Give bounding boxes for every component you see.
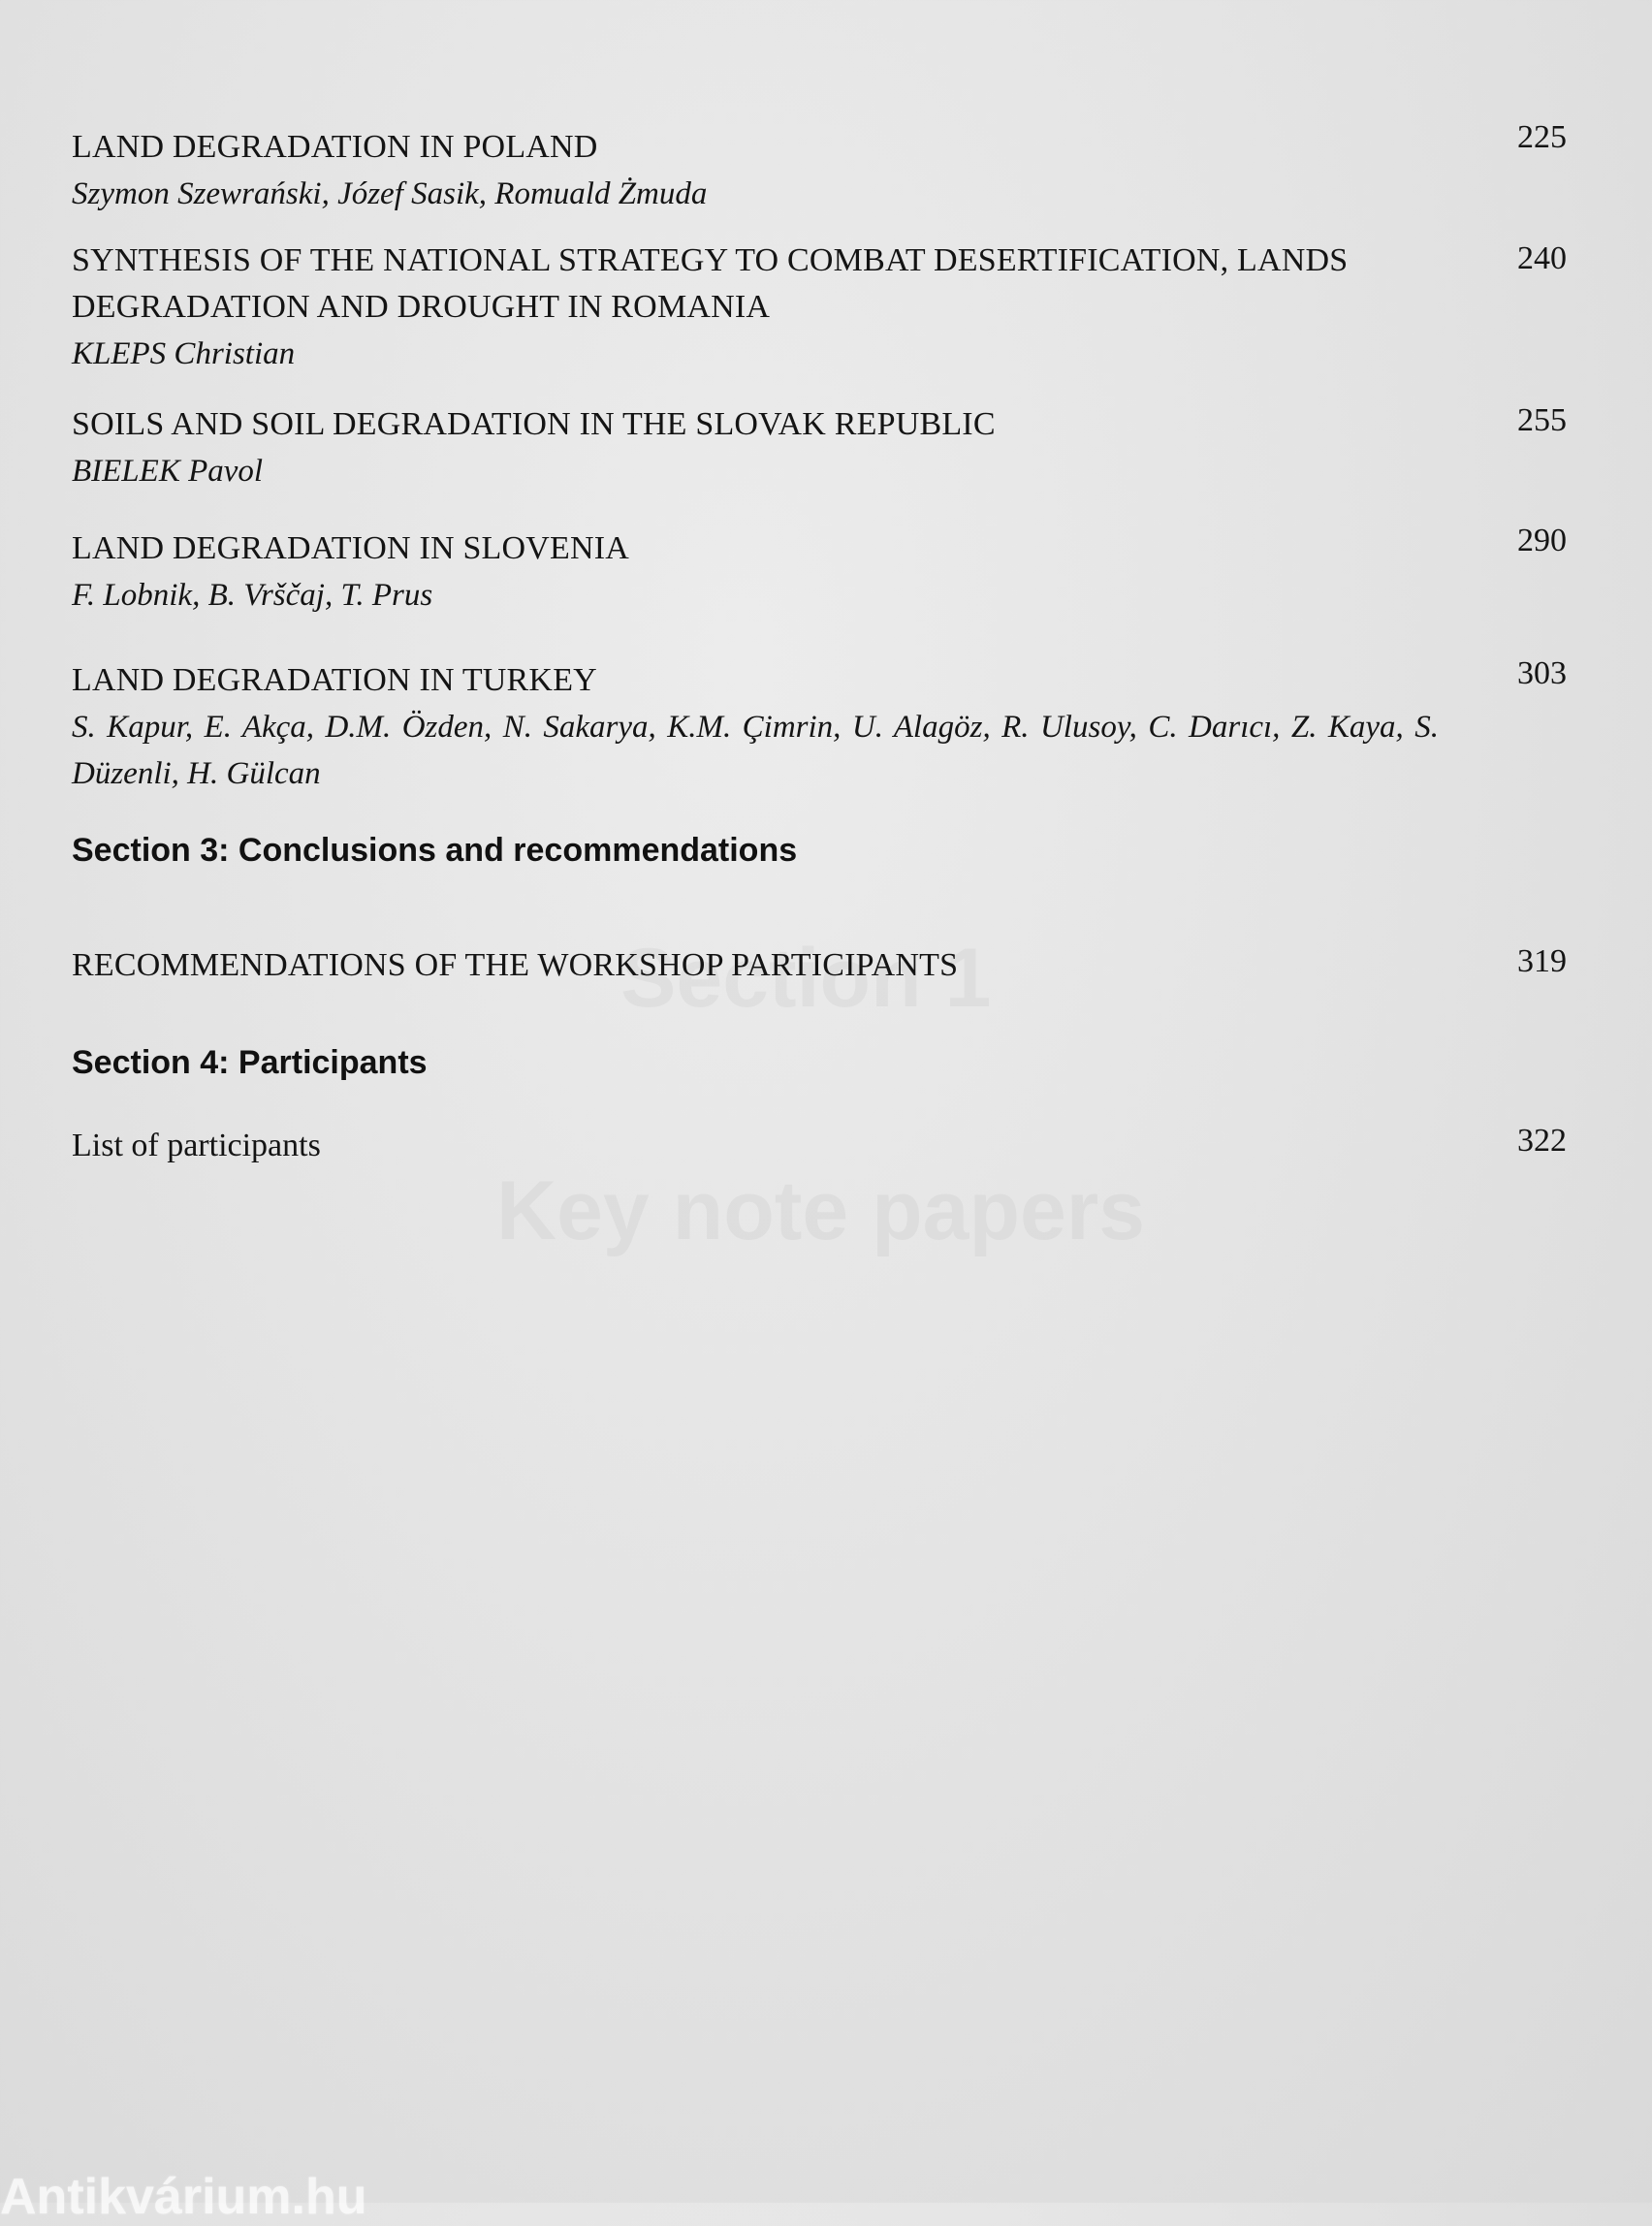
entry-title: LAND DEGRADATION IN SLOVENIA [72, 530, 630, 566]
toc-entry-poland[interactable] [72, 124, 1448, 217]
show-through-subtitle [496, 1163, 1145, 1259]
page-number: 319 [1517, 943, 1567, 979]
page-number: 290 [1517, 523, 1567, 558]
page-number: 322 [1517, 1123, 1567, 1159]
entry-authors: BIELEK Pavol [72, 454, 264, 489]
entry-title: RECOMMENDATIONS OF THE WORKSHOP PARTICIPANTS [72, 947, 959, 983]
watermark-logo: Antikvárium.hu [0, 2169, 367, 2225]
toc-entry-slovak-republic[interactable] [72, 401, 1448, 494]
toc-entry-list-of-participants[interactable] [72, 1123, 1448, 1169]
entry-title: LAND DEGRADATION IN POLAND [72, 129, 598, 165]
entry-authors: S. Kapur, E. Akça, D.M. Özden, N. Sakarya, K.M. Çimrin, U. Alagöz, R. Ulusoy, C. Darıcı, Z. Kaya, S. Düzenli, H. Gülcan [72, 710, 1439, 791]
page-number: 303 [1517, 655, 1567, 691]
entry-title: List of participants [72, 1128, 321, 1163]
toc-entry-recommendations[interactable] [72, 942, 1448, 989]
toc-entry-turkey[interactable] [72, 657, 1448, 797]
page-number: 255 [1517, 402, 1567, 438]
entry-title: LAND DEGRADATION IN TURKEY [72, 662, 597, 698]
entry-authors: KLEPS Christian [72, 336, 296, 371]
entry-title: SOILS AND SOIL DEGRADATION IN THE SLOVAK REPUBLIC [72, 406, 996, 442]
toc-entry-slovenia[interactable] [72, 525, 1448, 619]
page-number: 240 [1517, 240, 1567, 276]
section-heading-conclusions: Section 3: Conclusions and recommendations [72, 832, 798, 869]
page-number: 225 [1517, 119, 1567, 155]
toc-entry-romania[interactable] [72, 238, 1448, 377]
entry-authors: Szymon Szewrański, Józef Sasik, Romuald Żmuda [72, 176, 708, 211]
section-heading-participants: Section 4: Participants [72, 1044, 428, 1081]
entry-authors: F. Lobnik, B. Vrščaj, T. Prus [72, 578, 433, 613]
entry-title: SYNTHESIS OF THE NATIONAL STRATEGY TO COMBAT DESERTIFICATION, LANDS DEGRADATION AND DROUGHT IN ROMANIA [72, 242, 1349, 325]
